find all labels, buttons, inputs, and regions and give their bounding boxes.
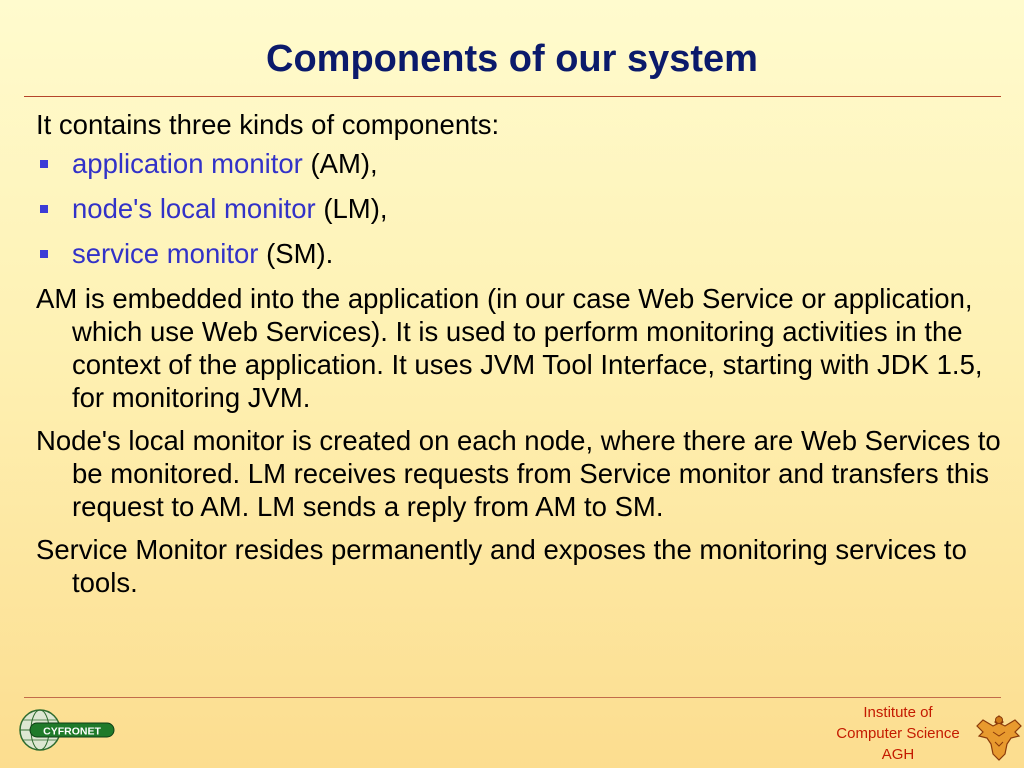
component-abbr: (AM), (302, 148, 378, 179)
footer-divider (24, 697, 1001, 698)
paragraph-lm: Node's local monitor is created on each node, where there are Web Services to be monitored. LM receives requests from Service monitor and transfers this request to AM. LM sends a reply from AM to SM. (36, 425, 1001, 522)
slide-body (36, 108, 1001, 609)
component-name: node's local monitor (72, 193, 316, 224)
component-name: service monitor (72, 238, 259, 269)
cyfronet-logo (18, 706, 118, 754)
bullet-item-lm (36, 192, 1001, 225)
component-abbr: (LM), (315, 193, 388, 224)
institute-label (818, 702, 978, 765)
component-abbr: (SM). (258, 238, 334, 269)
institute-line-3: AGH (881, 746, 915, 763)
square-bullet-icon (40, 205, 48, 213)
intro-text: It contains three kinds of components: (36, 109, 500, 140)
cyfronet-logo-text: CYFRONET (43, 725, 101, 738)
institute-line-1: Institute of (863, 704, 933, 721)
paragraph-am: AM is embedded into the application (in our case Web Service or application, which use Web Services). It is used to perform monitoring activities in the context of the application. It uses JVM Tool Interface, starting with JDK 1.5, for monitoring JVM. (36, 283, 983, 413)
title-divider (24, 96, 1001, 97)
bullet-item-sm (36, 237, 1001, 270)
component-name: application monitor (72, 148, 303, 179)
square-bullet-icon (40, 160, 48, 168)
slide-title: Components of our system (266, 38, 758, 80)
paragraph-sm: Service Monitor resides permanently and exposes the monitoring services to tools. (36, 534, 967, 598)
agh-eagle-logo (975, 710, 1023, 762)
institute-line-2: Computer Science (836, 725, 960, 742)
bullet-item-am (36, 147, 1001, 180)
square-bullet-icon (40, 250, 48, 258)
